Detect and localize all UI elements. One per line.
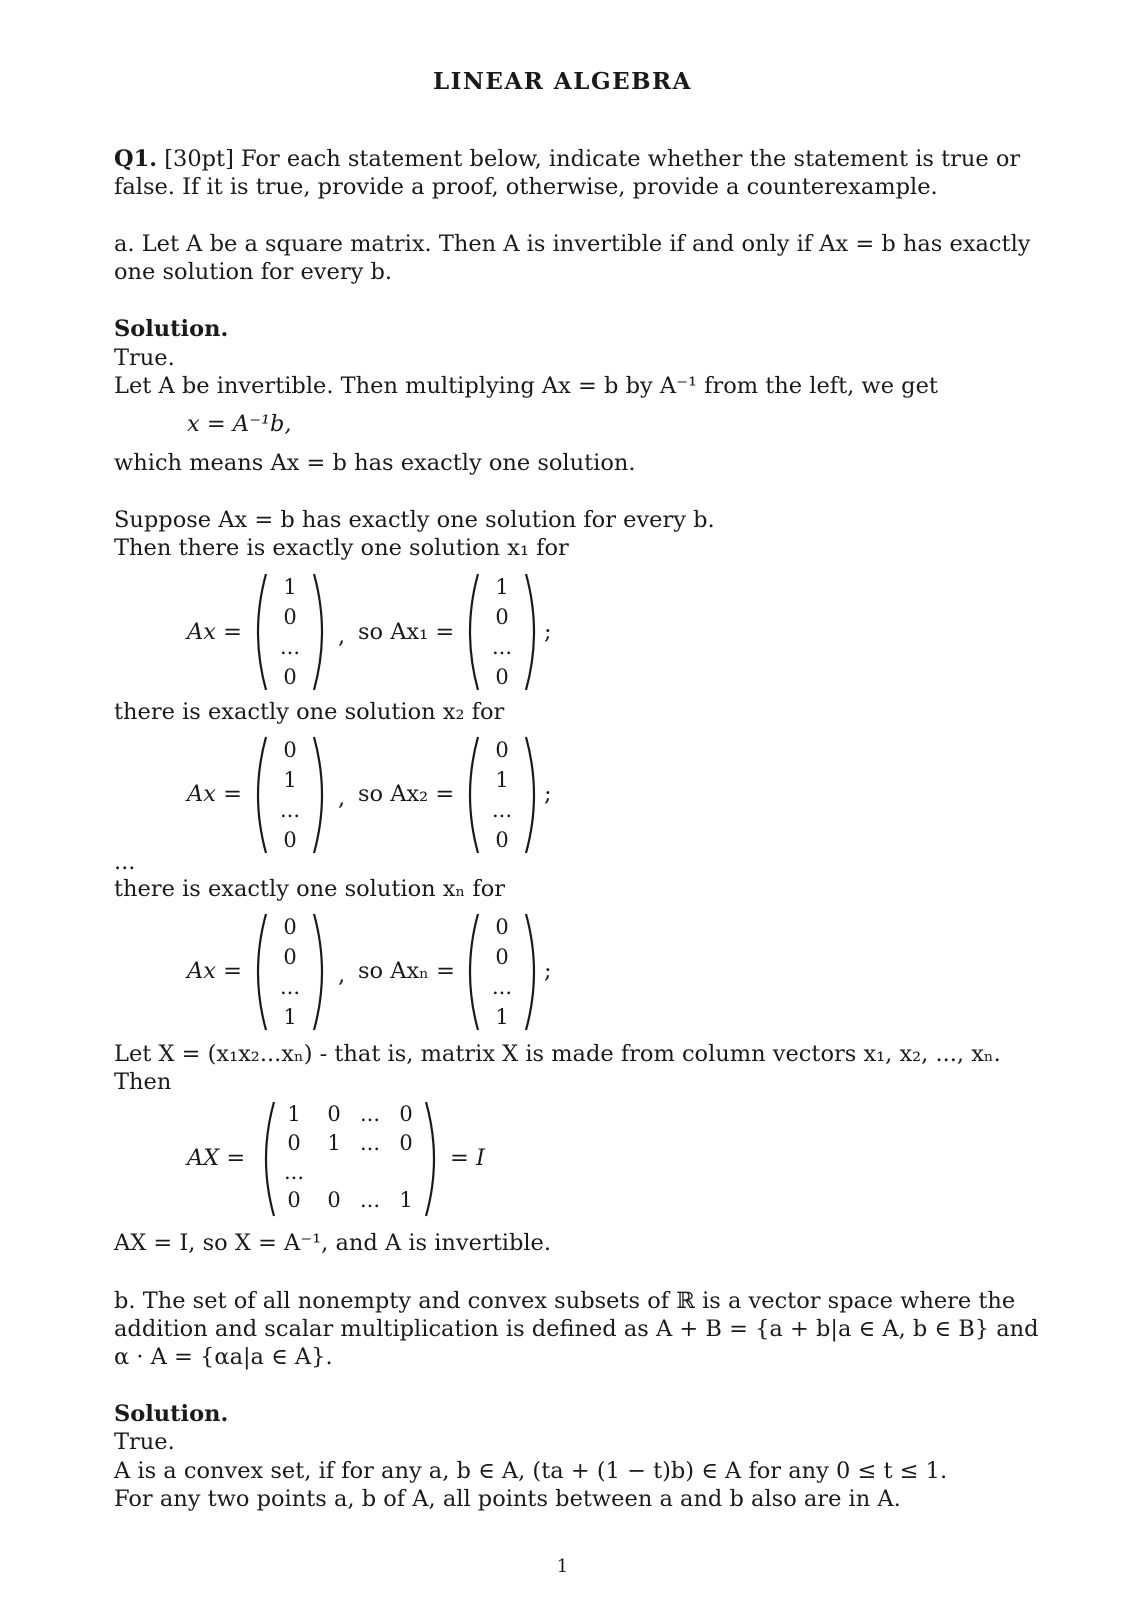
eq1-lhs: Ax = bbox=[187, 619, 242, 645]
solution-a-line-5: there is exactly one solution x₂ for bbox=[114, 699, 505, 725]
vec-entry: 1 bbox=[283, 1005, 297, 1029]
part-b-line-1: b. The set of all nonempty and convex subsets of ℝ is a vector space where the bbox=[114, 1288, 1016, 1314]
matrix-cell: 0 bbox=[327, 1188, 341, 1212]
eq2-semicolon: ; bbox=[544, 781, 552, 807]
solution-b-line-1: A is a convex set, if for any a, b ∈ A, (ta + (1 − t)b) ∈ A for any 0 ≤ t ≤ 1. bbox=[114, 1458, 948, 1484]
vec-entry: 0 bbox=[283, 915, 297, 939]
eq2-comma: , bbox=[338, 785, 346, 811]
vec-entry: 1 bbox=[283, 575, 297, 599]
eq2-vec1 bbox=[280, 738, 300, 858]
solution-a-conclusion: AX = I, so X = A⁻¹, and A is invertible. bbox=[114, 1230, 552, 1256]
vec-entry: 1 bbox=[283, 768, 297, 792]
matrix-cell: ... bbox=[359, 1131, 381, 1155]
vec-entry: 0 bbox=[495, 945, 509, 969]
eq1-vec1 bbox=[280, 575, 300, 695]
eq1-so: so Ax₁ = bbox=[358, 619, 455, 645]
eq2-lhs: Ax = bbox=[187, 781, 242, 807]
vec-entry: 1 bbox=[495, 768, 509, 792]
eq1-semicolon: ; bbox=[544, 619, 552, 645]
solution-a-line-7: Let X = (x₁x₂...xₙ) - that is, matrix X is made from column vectors x₁, x₂, ..., xₙ. bbox=[114, 1041, 1001, 1067]
solution-a-line-1: Let A be invertible. Then multiplying Ax = b by A⁻¹ from the left, we get bbox=[114, 373, 938, 399]
page-number: 1 bbox=[556, 1556, 569, 1577]
matrix-cell: ... bbox=[359, 1188, 381, 1212]
vec-entry: ... bbox=[492, 635, 513, 659]
q1-text-1: [30pt] For each statement below, indicate whether the statement is true or bbox=[164, 146, 1021, 172]
matrix-cell: 0 bbox=[327, 1102, 341, 1126]
eq3-so: so Axₙ = bbox=[358, 958, 455, 984]
matrix-cell: 1 bbox=[399, 1188, 413, 1212]
matrix-cell: 0 bbox=[399, 1102, 413, 1126]
q1-line-2: false. If it is true, provide a proof, otherwise, provide a counterexample. bbox=[114, 174, 938, 200]
vec-entry: 1 bbox=[495, 1005, 509, 1029]
vec-entry: 0 bbox=[495, 605, 509, 629]
vec-entry: 0 bbox=[283, 665, 297, 689]
part-a-line-1: a. Let A be a square matrix. Then A is invertible if and only if Ax = b has exactly bbox=[114, 231, 1031, 257]
equals-identity: = I bbox=[450, 1145, 485, 1171]
ax-lhs: AX = bbox=[187, 1145, 246, 1171]
solution-b-heading: Solution. bbox=[114, 1401, 229, 1427]
eq3-lhs: Ax = bbox=[187, 958, 242, 984]
matrix-cell: ... bbox=[283, 1160, 305, 1184]
eq1-vec2 bbox=[492, 575, 512, 695]
vec-entry: 0 bbox=[495, 738, 509, 762]
vec-entry: 0 bbox=[283, 605, 297, 629]
solution-b-verdict: True. bbox=[114, 1429, 175, 1455]
vec-entry: 0 bbox=[495, 828, 509, 852]
matrix-cell: 0 bbox=[399, 1131, 413, 1155]
eq3-comma: , bbox=[338, 962, 346, 988]
vec-entry: ... bbox=[492, 975, 513, 999]
equation-x: x = A⁻¹b, bbox=[187, 411, 292, 437]
solution-a-line-2: which means Ax = b has exactly one solution. bbox=[114, 450, 636, 476]
eq1-comma: , bbox=[338, 623, 346, 649]
solution-b-line-2: For any two points a, b of A, all points between a and b also are in A. bbox=[114, 1486, 901, 1512]
matrix-cell: 1 bbox=[287, 1102, 301, 1126]
vec-entry: 0 bbox=[283, 738, 297, 762]
eq3-vec2 bbox=[492, 915, 512, 1035]
eq2-vec2 bbox=[492, 738, 512, 858]
vec-entry: 0 bbox=[283, 945, 297, 969]
eq3-vec1 bbox=[280, 915, 300, 1035]
solution-a-verdict: True. bbox=[114, 345, 175, 371]
solution-a-line-4: Then there is exactly one solution x₁ for bbox=[114, 535, 569, 561]
part-a-line-2: one solution for every b. bbox=[114, 259, 393, 285]
vec-entry: 0 bbox=[283, 828, 297, 852]
solution-a-line-8: Then bbox=[114, 1069, 172, 1095]
solution-a-line-3: Suppose Ax = b has exactly one solution for every b. bbox=[114, 507, 715, 533]
ellipsis-line: ... bbox=[114, 849, 136, 875]
matrix-cell: 1 bbox=[327, 1131, 341, 1155]
matrix-cell: ... bbox=[359, 1102, 381, 1126]
vec-entry: 1 bbox=[495, 575, 509, 599]
vec-entry: ... bbox=[492, 798, 513, 822]
matrix-cell: 0 bbox=[287, 1188, 301, 1212]
eq3-semicolon: ; bbox=[544, 958, 552, 984]
vec-entry: ... bbox=[280, 975, 301, 999]
part-b-line-2: addition and scalar multiplication is defined as A + B = {a + b|a ∈ A, b ∈ B} and bbox=[114, 1316, 1039, 1342]
q1-label: Q1. bbox=[114, 146, 158, 172]
part-b-line-3: α · A = {αa|a ∈ A}. bbox=[114, 1344, 333, 1370]
solution-a-line-6: there is exactly one solution xₙ for bbox=[114, 876, 506, 902]
vec-entry: 0 bbox=[495, 915, 509, 939]
solution-a-heading: Solution. bbox=[114, 316, 229, 342]
vec-entry: 0 bbox=[495, 665, 509, 689]
q1-line-1 bbox=[114, 145, 1020, 174]
matrix-cell: 0 bbox=[287, 1131, 301, 1155]
vec-entry: ... bbox=[280, 635, 301, 659]
eq2-so: so Ax₂ = bbox=[358, 781, 455, 807]
vec-entry: ... bbox=[280, 798, 301, 822]
page-title: LINEAR ALGEBRA bbox=[432, 68, 693, 95]
